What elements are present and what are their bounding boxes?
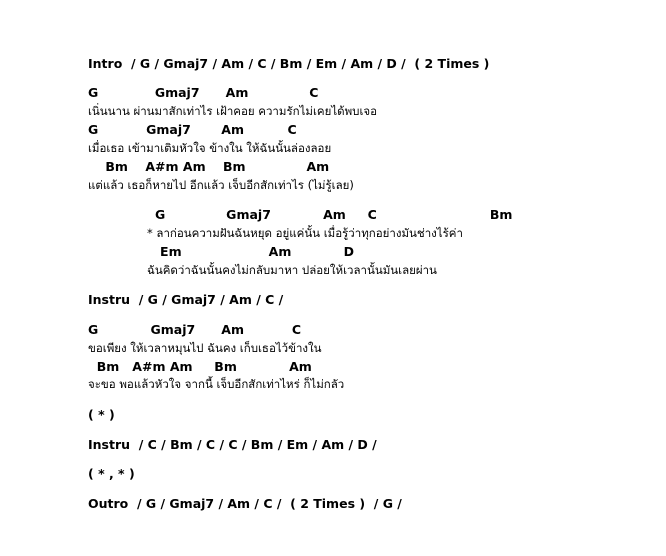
chorus-double-repeat-marker: ( * , * ) <box>88 466 135 481</box>
outro-line: Outro / G / Gmaj7 / Am / C / ( 2 Times ) / G / <box>88 496 402 511</box>
instru-line-1: Instru / G / Gmaj7 / Am / C / <box>88 292 284 307</box>
verse1-lyric-line-2: เมื่อเธอ เข้ามาเติมหัวใจ ข้างใน ให้ฉันนั้นล่องลอย <box>88 141 332 155</box>
chorus-repeat-marker: ( * ) <box>88 407 115 422</box>
verse1-lyric-line-3: แต่แล้ว เธอก็หายไป อีกแล้ว เจ็บอีกสักเท่าไร (ไม่รู้เลย) <box>88 178 354 192</box>
verse1-chord-line-2: G Gmaj7 Am C <box>88 122 297 137</box>
chorus-lyric-line-2: ฉันคิดว่าฉันนั้นคงไม่กลับมาหา ปล่อยให้เวลานั้นมันเลยผ่าน <box>147 263 437 277</box>
intro-line: Intro / G / Gmaj7 / Am / C / Bm / Em / Am / D / ( 2 Times ) <box>88 56 490 71</box>
verse1-chord-line-3: Bm A#m Am Bm Am <box>88 159 330 174</box>
verse1-chord-line-1: G Gmaj7 Am C <box>88 85 319 100</box>
verse2-chord-line-2: Bm A#m Am Bm Am <box>88 359 312 374</box>
verse2-lyric-line-1: ขอเพียง ให้เวลาหมุนไป ฉันคง เก็บเธอไว้ข้างใน <box>88 341 322 355</box>
verse1-lyric-line-1: เนิ่นนาน ผ่านมาสักเท่าไร เฝ้าคอย ความรักไม่เคยได้พบเจอ <box>88 104 378 118</box>
verse2-chord-line-1: G Gmaj7 Am C <box>88 322 302 337</box>
chorus-chord-line-2: Em Am D <box>147 244 354 259</box>
chorus-chord-line-1: G Gmaj7 Am C Bm <box>155 207 513 222</box>
instru-line-2: Instru / C / Bm / C / C / Bm / Em / Am / D / <box>88 437 377 452</box>
chorus-lyric-line-1: * ลาก่อนความฝันฉันหยุด อยู่แค่นั้น เมื่อรู้ว่าทุกอย่างมันช่างไร้ค่า <box>147 226 463 240</box>
verse2-lyric-line-2: จะขอ พอแล้วหัวใจ จากนี้ เจ็บอีกสักเท่าไหร่ ก็ไม่กลัว <box>88 377 345 391</box>
